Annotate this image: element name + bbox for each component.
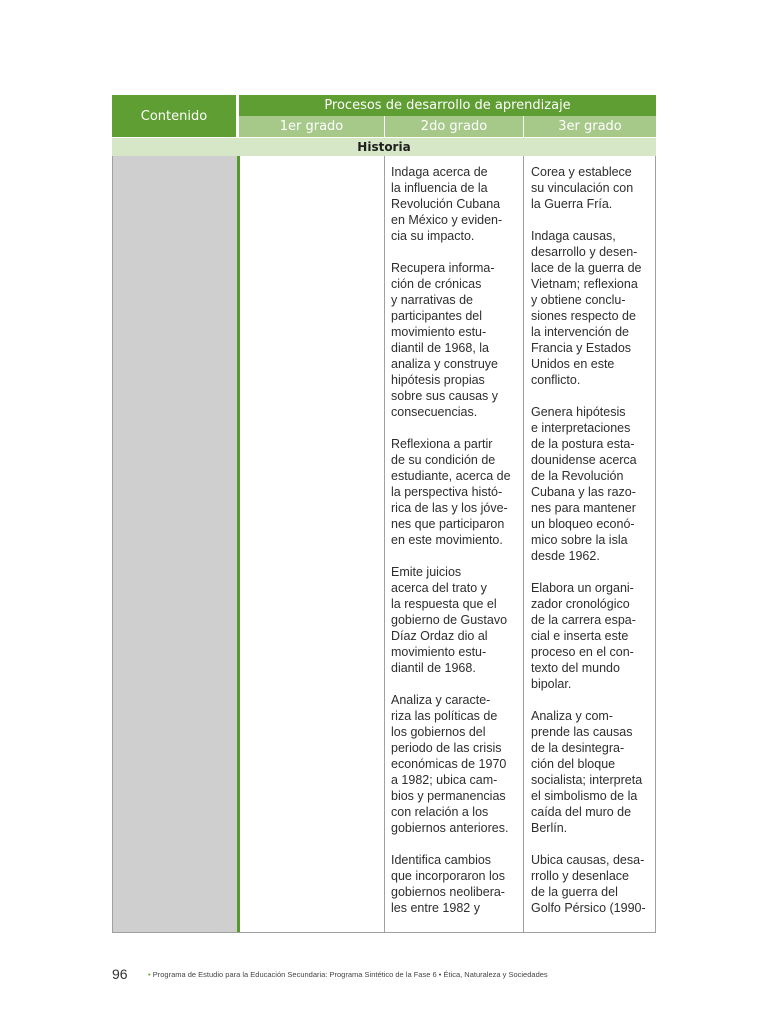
grade-header-row bbox=[239, 116, 656, 137]
page-footer bbox=[112, 966, 672, 982]
grade-3-paragraph: Genera hipótesis e interpretaciones de la postura esta- dounidense acerca de la Revolución Cubana y las razo- nes para mantener un bloqueo econó- mico sobre la isla desde 1962. bbox=[531, 405, 637, 563]
grade-2-paragraph: Indaga acerca de la influencia de la Revolución Cubana en México y eviden- cia su impacto. bbox=[391, 165, 503, 243]
grade-3-paragraph: Elabora un organi- zador cronológico de la carrera espa- cial e inserta este proceso en el con- texto del mundo bipolar. bbox=[531, 581, 636, 691]
grade-3-paragraph: Analiza y com- prende las causas de la desintegra- ción del bloque socialista; interpreta el simbolismo de la caída del muro de Berlín. bbox=[531, 709, 643, 835]
footer-text bbox=[148, 970, 548, 979]
grade-2-paragraph: Recupera informa- ción de crónicas y narrativas de participantes del movimiento estu- diantil de 1968, la analiza y construye hipótesis propias sobre sus causas y consecuencias. bbox=[391, 261, 499, 419]
grade-1-cell bbox=[240, 156, 385, 932]
header-procesos: Procesos de desarrollo de aprendizaje bbox=[239, 95, 656, 116]
contenido-cell bbox=[113, 156, 237, 932]
bullet-icon: • bbox=[148, 969, 151, 979]
grade-3-header: 3er grado bbox=[523, 116, 656, 137]
grade-2-cell bbox=[385, 156, 524, 932]
header-contenido: Contenido bbox=[112, 95, 236, 137]
learning-processes-table bbox=[112, 95, 656, 933]
grade-3-paragraph: Ubica causas, desa- rrollo y desenlace de la guerra del Golfo Pérsico (1990- bbox=[531, 853, 646, 915]
footer-program-title: Programa de Estudio para la Educación Secundaria: Programa Sintético de la Fase 6 • Ética, Naturaleza y Sociedades bbox=[152, 969, 548, 979]
grade-2-paragraph: Reflexiona a partir de su condición de estudiante, acerca de la perspectiva histó- rica de las y los jóve- nes que participaron en este movimiento. bbox=[391, 437, 511, 547]
grade-1-header: 1er grado bbox=[239, 116, 384, 137]
grade-2-paragraph: Identifica cambios que incorporaron los gobiernos neolibera- les entre 1982 y bbox=[391, 853, 505, 915]
grade-3-paragraph: Indaga causas, desarrollo y desen- lace de la guerra de Vietnam; reflexiona y obtiene conclu- siones respecto de la intervención de Francia y Estados Unidos en este conflicto. bbox=[531, 229, 642, 387]
grade-2-paragraph: Analiza y caracte- riza las políticas de los gobiernos del periodo de las crisis económicas de 1970 a 1982; ubica cam- bios y permanencias con relación a los gobiernos anteriores. bbox=[391, 693, 509, 835]
grade-2-header: 2do grado bbox=[384, 116, 523, 137]
table-body-row bbox=[112, 156, 656, 933]
grade-3-cell bbox=[524, 156, 656, 932]
grade-2-paragraph: Emite juicios acerca del trato y la respuesta que el gobierno de Gustavo Díaz Ordaz dio al movimiento estu- diantil de 1968. bbox=[391, 565, 508, 675]
grade-3-paragraph: Corea y establece su vinculación con la Guerra Fría. bbox=[531, 165, 634, 211]
page-number: 96 bbox=[112, 966, 128, 982]
section-historia: Historia bbox=[112, 137, 656, 156]
